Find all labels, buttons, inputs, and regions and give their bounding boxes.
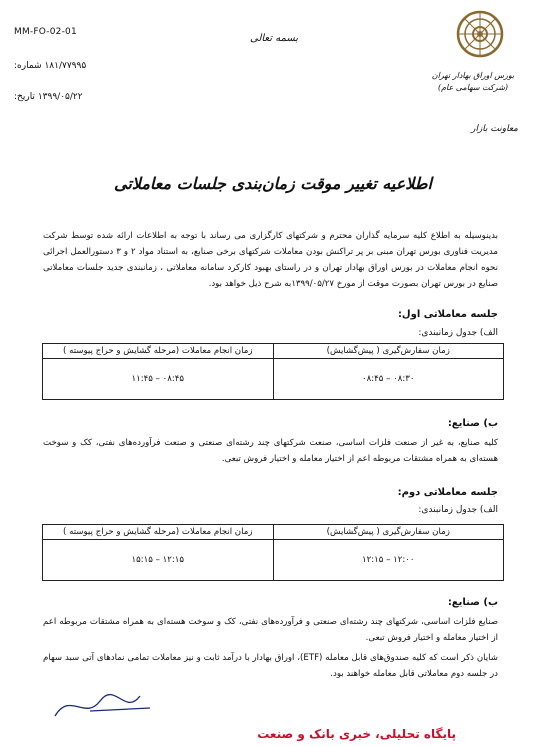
preorder-time: ۰۸:۳۰ – ۰۸:۴۵ [273, 359, 504, 400]
col-preorder: زمان سفارش‌گیری ( پیش‌گشایش) [273, 525, 504, 540]
signature [50, 686, 160, 726]
session1-schedule-table [42, 343, 504, 400]
table-header-row [43, 525, 504, 540]
number-value: ۱۸۱/۷۷۹۹۵ [44, 61, 87, 71]
page-title: اطلاعیه تغییر موقت زمان‌بندی جلسات معاملاتی [114, 174, 432, 193]
etf-note: شایان ذکر است که کلیه صندوق‌های قابل معامله (ETF)، اوراق بهادار با درآمد ثابت و نیز معاملات تمامی نمادهای آتی سبد سهام در جلسه دوم معاملاتی قابل معامله خواهند بود. [43, 653, 499, 679]
intro-paragraph: بدینوسیله به اطلاع کلیه سرمایه گذاران محترم و شرکتهای کارگزاری می رساند با توجه به اطلاعات ارائه شده توسط شرکت مدیریت فناوری بورس تهران مبنی بر پر تراکنش بودن معاملات شرکتهای برخی صنایع، به استناد مواد ۲ و ۳ دستورالعمل اجرائی نحوه انجام معاملات در بورس اوراق بهادار تهران و در راستای بهبود کارکرد سامانه معاملاتی ، زمانبندی جدید جلسات معاملاتی صنایع در بورس تهران بصورت موقت از مورخ ۱۳۹۹/۰۵/۲۷به شرح ذیل خواهد بود. [43, 231, 498, 289]
date-label: تاریخ: [14, 92, 35, 102]
footer-watermark: پایگاه تحلیلی، خبری بانک و صنعت [257, 727, 456, 741]
preorder-time: ۱۲:۰۰ – ۱۲:۱۵ [273, 540, 504, 581]
table-header-row [43, 344, 504, 359]
logo-emblem-icon [406, 6, 526, 126]
trading-time: ۰۸:۴۵ – ۱۱:۴۵ [43, 359, 274, 400]
col-preorder: زمان سفارش‌گیری ( پیش‌گشایش) [273, 344, 504, 359]
basmala: بسمه تعالی [250, 33, 299, 44]
department-name: معاونت بازار [471, 124, 518, 134]
tehran-stock-exchange-logo [406, 6, 526, 126]
date-value: ۱۳۹۹/۰۵/۲۲ [37, 92, 83, 102]
date-line [14, 92, 83, 102]
session2-schedule-label: الف) جدول زمانبندی: [418, 505, 498, 515]
session1-heading: جلسه معاملاتی اول: [397, 309, 498, 320]
session2-industries-label: ب) صنایع: [447, 597, 498, 608]
session2-heading: جلسه معاملاتی دوم: [397, 487, 498, 498]
document-number: MM-FO-02-01 [14, 27, 77, 37]
col-trading: زمان انجام معاملات (مرحله گشایش و حراج پیوسته ) [43, 525, 274, 540]
trading-time: ۱۲:۱۵ – ۱۵:۱۵ [43, 540, 274, 581]
session1-industries-text: کلیه صنایع، به غیر از صنعت فلزات اساسی، صنعت شرکتهای چند رشته‌ای صنعتی و صنعت فرآورده‌های نفتی، کک و سوخت هسته‌ای به همراه مشتقات مربوطه اعم از اختیار معامله و اختیار فروش تبعی. [43, 438, 498, 464]
table-row [43, 359, 504, 400]
session1-schedule-label: الف) جدول زمانبندی: [418, 328, 498, 338]
org-name: بورس اوراق بهادار تهران (شرکت سهامی عام) [431, 71, 515, 92]
session2-schedule-table [42, 524, 504, 581]
session2-industries-text: صنایع فلزات اساسی، شرکتهای چند رشته‌ای صنعتی و فرآورده‌های نفتی، کک و سوخت هسته‌ای به همراه مشتقات مربوطه اعم از اختیار معامله و اختیار فروش تبعی. [43, 617, 498, 643]
number-label: شماره: [14, 61, 42, 71]
col-trading: زمان انجام معاملات (مرحله گشایش و حراج پیوسته ) [43, 344, 274, 359]
number-line [14, 61, 86, 71]
table-row [43, 540, 504, 581]
session1-industries-label: ب) صنایع: [447, 418, 498, 429]
signature-icon [50, 686, 160, 726]
